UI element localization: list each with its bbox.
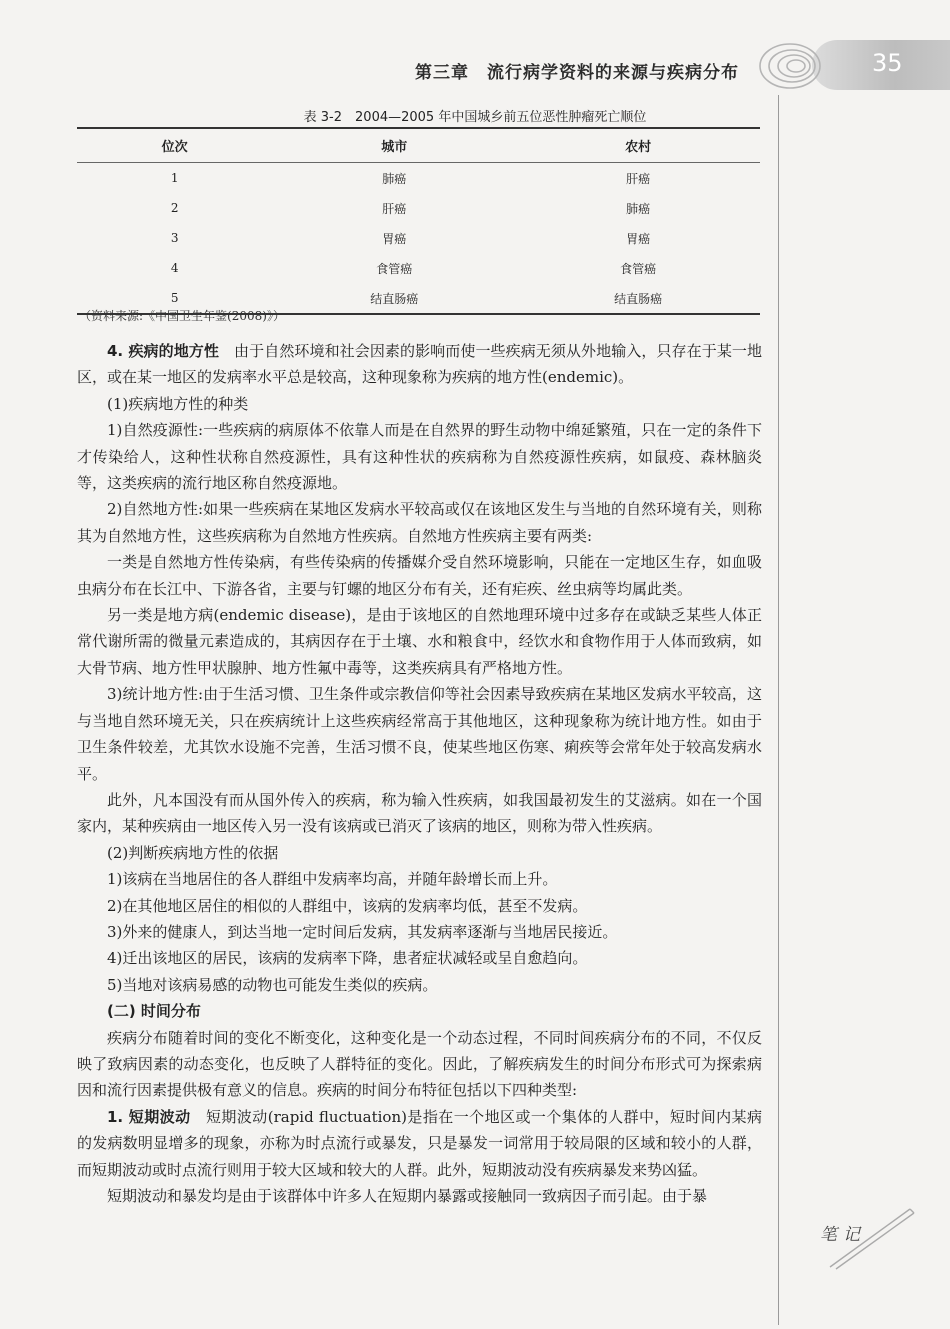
paragraph: [77, 338, 762, 391]
city-cell: 肝癌: [382, 201, 407, 216]
table-row: [77, 253, 760, 283]
rank-cell: 1: [170, 171, 179, 185]
paragraph: (1)疾病地方性的种类: [107, 394, 249, 413]
table-row: [77, 223, 760, 253]
city-cell: 食管癌: [376, 261, 413, 276]
paragraph: 5)当地对该病易感的动物也可能发生类似的疾病。: [107, 975, 438, 994]
paragraph-text: 由于自然环境和社会因素的影响而使一些疾病无须从外地输入，只存在于某一地区，或在某一地区的发病率水平总是较高，这种现象称为疾病的地方性(endemic)。: [77, 342, 762, 387]
rural-cell: 肺癌: [626, 201, 651, 216]
paragraph: 3)外来的健康人，到达当地一定时间后发病，其发病率逐渐与当地居民接近。: [107, 922, 618, 941]
margin-divider: [778, 95, 779, 1325]
column-header-rank: 位次: [77, 128, 272, 163]
column-header-rural: 农村: [516, 128, 760, 163]
paragraph-lead-heading: 4. 疾病的地方性: [107, 342, 219, 360]
rank-cell: 2: [170, 201, 179, 215]
body-text: [77, 338, 762, 1209]
table-row: [77, 163, 760, 194]
table-caption: 表 3-2 2004—2005 年中国城乡前五位恶性肿瘤死亡顺位: [303, 110, 647, 125]
table-row: [77, 193, 760, 223]
city-cell: 胃癌: [382, 231, 407, 246]
rural-cell: 肝癌: [626, 171, 651, 186]
rank-cell: 3: [170, 231, 179, 245]
chapter-title: 第三章 流行病学资料的来源与疾病分布: [415, 63, 739, 83]
city-cell: 结直肠癌: [370, 291, 419, 306]
rural-cell: 食管癌: [620, 261, 657, 276]
paragraph: 4)迁出该地区的居民，该病的发病率下降，患者症状减轻或呈自愈趋向。: [107, 949, 588, 968]
paragraph: [77, 1104, 762, 1183]
column-header-city: 城市: [272, 128, 516, 163]
rural-cell: 胃癌: [626, 231, 651, 246]
paragraph: 1)该病在当地居住的各人群组中发病率均高，并随年龄增长而上升。: [107, 870, 558, 889]
rank-cell: 5: [170, 291, 179, 305]
paragraph: 2)在其他地区居住的相似的人群组中，该病的发病率均低，甚至不发病。: [107, 896, 588, 915]
page-number: 35: [872, 49, 903, 77]
table-header-row: [77, 128, 760, 163]
paragraph: 此外，凡本国没有而从国外传入的疾病，称为输入性疾病，如我国最初发生的艾滋病。如在一个国家内，某种疾病由一地区传入另一没有该病或已消灭了该病的地区，则称为带入性疾病。: [77, 790, 762, 836]
rank-cell: 4: [170, 261, 179, 275]
city-cell: 肺癌: [382, 171, 407, 186]
table-source-note: （资料来源:《中国卫生年鉴(2008)》）: [79, 309, 285, 323]
paragraph: 短期波动和暴发均是由于该群体中许多人在短期内暴露或接触同一致病因子而引起。由于暴: [107, 1187, 708, 1205]
rural-cell: 结直肠癌: [614, 291, 663, 306]
paragraph-text: 短期波动(rapid fluctuation)是指在一个地区或一个集体的人群中，短时间内某病的发病数明显增多的现象，亦称为时点流行或暴发，只是暴发一词常用于较局限的区域和较小的人群，而短期波动或时点流行则用于较大区域和较大的人群。此外，短期波动没有疾病暴发来势凶猛。: [77, 1107, 762, 1179]
paragraph: 另一类是地方病(endemic disease)，是由于该地区的自然地理环境中过多存在或缺乏某些人体正常代谢所需的微量元素造成的，其病因存在于土壤、水和粮食中，经饮水和食物作用于人体而致病，如大骨节病、地方性甲状腺肿、地方性氟中毒等，这类疾病具有严格地方性。: [77, 606, 762, 677]
section-heading: (二) 时间分布: [107, 1002, 201, 1021]
paragraph: 疾病分布随着时间的变化不断变化，这种变化是一个动态过程，不同时间疾病分布的不同，不仅反映了致病因素的动态变化，也反映了人群特征的变化。因此，了解疾病发生的时间分布形式可为探索病因和流行因素提供极有意义的信息。疾病的时间分布特征包括以下四种类型:: [77, 1028, 762, 1100]
paragraph: 2)自然地方性:如果一些疾病在某地区发病水平较高或仅在该地区发生与当地的自然环境有关，则称其为自然地方性，这些疾病称为自然地方性疾病。自然地方性疾病主要有两类:: [77, 500, 762, 545]
swirl-decoration-icon: [752, 36, 822, 94]
paragraph: 1)自然疫源性:一些疾病的病原体不依靠人而是在自然界的野生动物中绵延繁殖，只在一定的条件下才传染给人，这种性状称自然疫源性，具有这种性状的疾病称为自然疫源性疾病，如鼠疫、森林脑炎等，这类疾病的流行地区称自然疫源地。: [77, 421, 762, 493]
paragraph: 3)统计地方性:由于生活习惯、卫生条件或宗教信仰等社会因素导致疾病在某地区发病水平较高，这与当地自然环境无关，只在疾病统计上这些疾病经常高于其他地区，这种现象称为统计地方性。如由于卫生条件较差，尤其饮水设施不完善，生活习惯不良，使某些地区伤寒、痢疾等会常年处于较高发病水平。: [77, 685, 762, 783]
paragraph-lead-heading: 1. 短期波动: [107, 1107, 191, 1126]
paragraph: 一类是自然地方性传染病，有些传染病的传播媒介受自然环境影响，只能在一定地区生存，如血吸虫病分布在长江中、下游各省，主要与钉螺的地区分布有关，还有疟疾、丝虫病等均属此类。: [77, 553, 762, 598]
cancer-ranking-table: [77, 127, 760, 315]
notes-label: 笔记: [820, 1225, 866, 1245]
paragraph: (2)判断疾病地方性的依据: [107, 843, 279, 862]
